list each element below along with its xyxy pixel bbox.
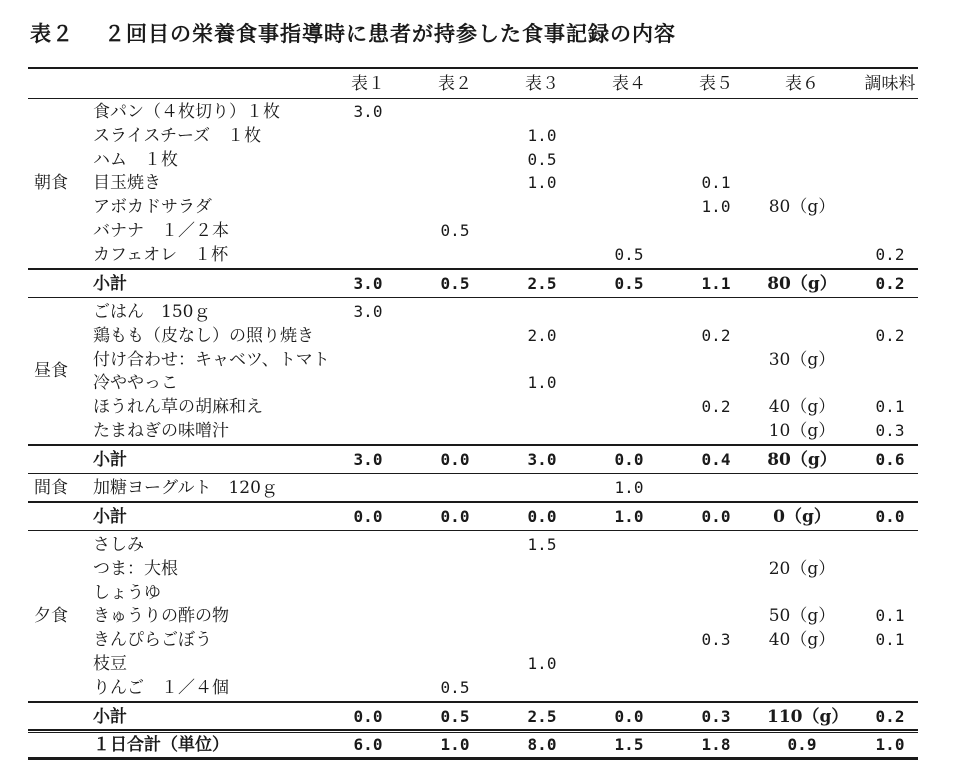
- subtotal-value: 3.0: [527, 450, 557, 469]
- food-item-value: 40（g）: [768, 630, 836, 650]
- subtotal-value: 0.0: [353, 507, 383, 526]
- food-item-value: 1.0: [527, 173, 557, 192]
- daily-total-value: 1.8: [701, 735, 731, 754]
- food-item-name: ハム １枚: [93, 150, 178, 170]
- subtotal-value: 0.0: [440, 507, 470, 526]
- subtotal-value: 2.5: [527, 274, 557, 293]
- food-item-value: 1.0: [614, 478, 644, 497]
- food-item-value: 0.5: [440, 221, 470, 240]
- food-item-name: アボカドサラダ: [93, 197, 212, 217]
- meal-name: 夕食: [34, 606, 68, 626]
- table-label: 表２: [30, 22, 74, 46]
- daily-total-value: 6.0: [353, 735, 383, 754]
- food-item-value: 0.1: [701, 173, 731, 192]
- subtotal-value: 2.5: [527, 707, 557, 726]
- subtotal-value: 1.0: [614, 507, 644, 526]
- food-item-value: 20（g）: [768, 559, 836, 579]
- food-item-name: 付け合わせ：キャベツ、トマト: [93, 350, 330, 370]
- food-item-value: 0.3: [701, 630, 731, 649]
- column-header: 表２: [438, 74, 472, 94]
- food-item-value: 80（g）: [768, 197, 836, 217]
- subtotal-value: 0.2: [875, 707, 905, 726]
- subtotal-value: 80（g）: [767, 274, 837, 294]
- food-item-name: スライスチーズ １枚: [93, 126, 262, 146]
- food-item-name: カフェオレ １杯: [93, 245, 229, 265]
- subtotal-value: 0.0: [353, 707, 383, 726]
- subtotal-value: 3.0: [353, 274, 383, 293]
- food-item-value: 1.5: [527, 535, 557, 554]
- total-rule-upper: [28, 729, 918, 730]
- food-item-value: 30（g）: [768, 350, 836, 370]
- meal-name: 間食: [34, 478, 68, 498]
- food-item-value: 0.2: [875, 326, 905, 345]
- food-item-value: 0.2: [875, 245, 905, 264]
- subtotal-value: 0.5: [440, 707, 470, 726]
- subtotal-value: 0.3: [701, 707, 731, 726]
- food-item-name: たまねぎの味噌汁: [93, 421, 229, 441]
- daily-total-value: 8.0: [527, 735, 557, 754]
- food-item-value: 0.5: [614, 245, 644, 264]
- food-item-name: 加糖ヨーグルト 120ｇ: [93, 478, 278, 498]
- subtotal-value: 80（g）: [767, 450, 837, 470]
- column-header: 表１: [351, 74, 385, 94]
- food-item-name: つま：大根: [93, 559, 178, 579]
- food-item-value: 10（g）: [768, 421, 836, 441]
- subtotal-value: 3.0: [353, 450, 383, 469]
- food-item-name: さしみ: [93, 535, 144, 555]
- food-item-name: しょうゆ: [93, 583, 161, 603]
- subtotal-label: 小計: [93, 707, 127, 727]
- subtotal-value: 0.0: [440, 450, 470, 469]
- subtotal-value: 0.0: [527, 507, 557, 526]
- food-item-name: ごはん 150ｇ: [93, 302, 211, 322]
- food-item-name: 鶏もも（皮なし）の照り焼き: [93, 326, 314, 346]
- food-item-name: 食パン（４枚切り）１枚: [93, 102, 280, 122]
- subtotal-value: 0.4: [701, 450, 731, 469]
- daily-total-value: 1.0: [440, 735, 470, 754]
- daily-total-value: 1.5: [614, 735, 644, 754]
- food-item-value: 50（g）: [768, 606, 836, 626]
- subtotal-value: 0.0: [875, 507, 905, 526]
- subtotal-value: 0.0: [701, 507, 731, 526]
- subtotal-value: 0.6: [875, 450, 905, 469]
- subtotal-rule: [28, 268, 918, 270]
- food-item-value: 40（g）: [768, 397, 836, 417]
- column-header: 表６: [785, 74, 819, 94]
- subtotal-value: 0.5: [614, 274, 644, 293]
- meal-rule: [28, 730, 918, 731]
- subtotal-value: 0.5: [440, 274, 470, 293]
- daily-total-value: 1.0: [875, 735, 905, 754]
- food-item-value: 1.0: [527, 373, 557, 392]
- subtotal-value: 1.1: [701, 274, 731, 293]
- subtotal-value: 0.2: [875, 274, 905, 293]
- food-item-name: 枝豆: [93, 654, 127, 674]
- meal-rule: [28, 530, 918, 531]
- food-item-name: バナナ １／２本: [93, 221, 229, 241]
- column-header: 調味料: [864, 74, 916, 94]
- food-item-value: 0.2: [701, 397, 731, 416]
- food-item-value: 0.1: [875, 397, 905, 416]
- subtotal-rule: [28, 701, 918, 703]
- food-item-name: りんご １／４個: [93, 678, 229, 698]
- top-rule: [28, 67, 918, 69]
- column-header: 表３: [525, 74, 559, 94]
- subtotal-value: 110（g）: [767, 707, 849, 727]
- food-item-value: 0.1: [875, 606, 905, 625]
- food-item-value: 3.0: [353, 302, 383, 321]
- meal-rule: [28, 473, 918, 474]
- food-item-value: 1.0: [701, 197, 731, 216]
- meal-rule: [28, 297, 918, 298]
- column-header: 表５: [699, 74, 733, 94]
- food-item-value: 2.0: [527, 326, 557, 345]
- meal-name: 朝食: [34, 173, 68, 193]
- food-item-value: 1.0: [527, 126, 557, 145]
- food-item-name: ほうれん草の胡麻和え: [93, 397, 263, 417]
- subtotal-rule: [28, 501, 918, 503]
- food-item-value: 0.3: [875, 421, 905, 440]
- subtotal-value: 0（g）: [773, 507, 831, 527]
- column-header: 表４: [612, 74, 646, 94]
- subtotal-label: 小計: [93, 507, 127, 527]
- table-caption: ２回目の栄養食事指導時に患者が持参した食事記録の内容: [104, 22, 676, 46]
- food-item-value: 0.5: [440, 678, 470, 697]
- food-item-name: きんぴらごぼう: [93, 630, 212, 650]
- food-item-value: 3.0: [353, 102, 383, 121]
- meal-name: 昼食: [34, 361, 68, 381]
- subtotal-label: 小計: [93, 274, 127, 294]
- bottom-rule: [28, 757, 918, 760]
- subtotal-value: 0.0: [614, 707, 644, 726]
- food-item-name: 目玉焼き: [93, 173, 161, 193]
- subtotal-value: 0.0: [614, 450, 644, 469]
- subtotal-label: 小計: [93, 450, 127, 470]
- food-item-value: 0.2: [701, 326, 731, 345]
- daily-total-label: １日合計（単位）: [93, 735, 229, 755]
- subtotal-rule: [28, 444, 918, 446]
- header-rule: [28, 98, 918, 99]
- daily-total-value: 0.9: [787, 735, 817, 754]
- food-item-value: 0.1: [875, 630, 905, 649]
- food-item-name: 冷ややっこ: [93, 373, 178, 393]
- food-item-value: 1.0: [527, 654, 557, 673]
- table-title: [30, 18, 676, 48]
- food-item-name: きゅうりの酢の物: [93, 606, 229, 626]
- food-item-value: 0.5: [527, 150, 557, 169]
